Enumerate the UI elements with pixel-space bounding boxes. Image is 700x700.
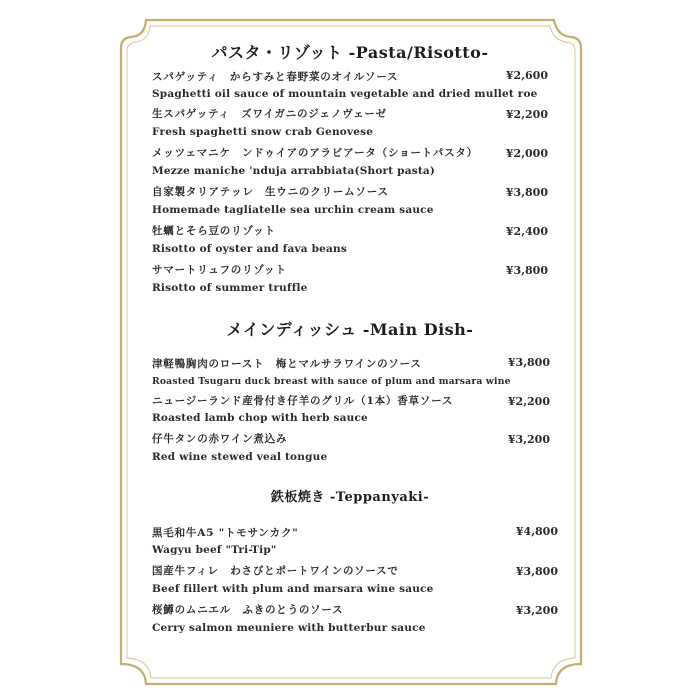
menu-item-en: Cerry salmon meuniere with butterbur sauce	[152, 622, 426, 634]
menu-item-jp: 自家製タリアテッレ 生ウニのクリームソース	[152, 186, 389, 198]
menu-item-price: ¥3,200	[515, 604, 558, 617]
menu-item-price: ¥2,200	[507, 395, 550, 408]
menu-item-jp: スパゲッティ からすみと春野菜のオイルソース	[152, 71, 399, 83]
menu-item-en: Fresh spaghetti snow crab Genovese	[152, 126, 374, 138]
menu-item-price: ¥2,200	[505, 108, 548, 121]
menu-item-en: Wagyu beef "Tri-Tip"	[152, 544, 277, 556]
menu-item-en: Homemade tagliatelle sea urchin cream sauce	[152, 204, 434, 216]
menu-item-en: Roasted Tsugaru duck breast with sauce of plum and marsara wine	[152, 376, 511, 387]
menu-item-en: Beef fillert with plum and marsara wine sauce	[152, 583, 434, 595]
menu-item-en: Risotto of summer truffle	[152, 282, 308, 294]
menu-item-jp: 津軽鴨胸肉のロースト 梅とマルサラワインのソース	[152, 358, 422, 370]
menu-item-price: ¥2,000	[505, 147, 548, 160]
menu-item-jp: 牡蠣とそら豆のリゾット	[152, 225, 276, 237]
section-title-teppanyaki: 鉄板焼き -Teppanyaki-	[270, 490, 430, 505]
menu-item-en: Mezze maniche 'nduja arrabbiata(Short pasta)	[152, 165, 436, 177]
section-title-pasta: パスタ・リゾット -Pasta/Risotto-	[211, 43, 489, 62]
menu-item-jp: 黒毛和牛A5 "トモサンカク"	[152, 527, 299, 539]
menu-item-en: Red wine stewed veal tongue	[152, 451, 328, 463]
menu-item-en: Risotto of oyster and fava beans	[152, 243, 347, 255]
menu-item-en: Roasted lamb chop with herb sauce	[152, 412, 368, 424]
menu-item-price: ¥2,400	[505, 225, 548, 238]
menu-item-price: ¥3,800	[515, 565, 558, 578]
menu-item-jp: 仔牛タンの赤ワイン煮込み	[152, 433, 288, 445]
menu-item-jp: サマートリュフのリゾット	[152, 264, 287, 276]
menu-item-price: ¥3,800	[505, 186, 548, 199]
menu-item-price: ¥3,200	[507, 433, 550, 446]
menu-item-price: ¥4,800	[515, 525, 558, 538]
section-title-main-dish: メインディッシュ -Main Dish-	[226, 320, 474, 339]
menu-item-jp: 国産牛フィレ わさびとポートワインのソースで	[152, 565, 399, 577]
menu-item-en: Spaghetti oil sauce of mountain vegetable and dried mullet roe	[152, 88, 538, 100]
menu-item-price: ¥2,600	[505, 69, 548, 82]
menu-item-jp: ニュージーランド産骨付き仔羊のグリル（1本）香草ソース	[152, 395, 454, 407]
menu-item-price: ¥3,800	[507, 356, 550, 369]
menu-item-jp: 桜鱒のムニエル ふきのとうのソース	[152, 604, 344, 616]
menu-item-price: ¥3,800	[505, 264, 548, 277]
menu-item-jp: メッツェマニケ ンドゥイアのアラビアータ（ショートパスタ）	[152, 147, 478, 159]
menu-item-jp: 生スパゲッティ ズワイガニのジェノヴェーゼ	[152, 108, 387, 120]
